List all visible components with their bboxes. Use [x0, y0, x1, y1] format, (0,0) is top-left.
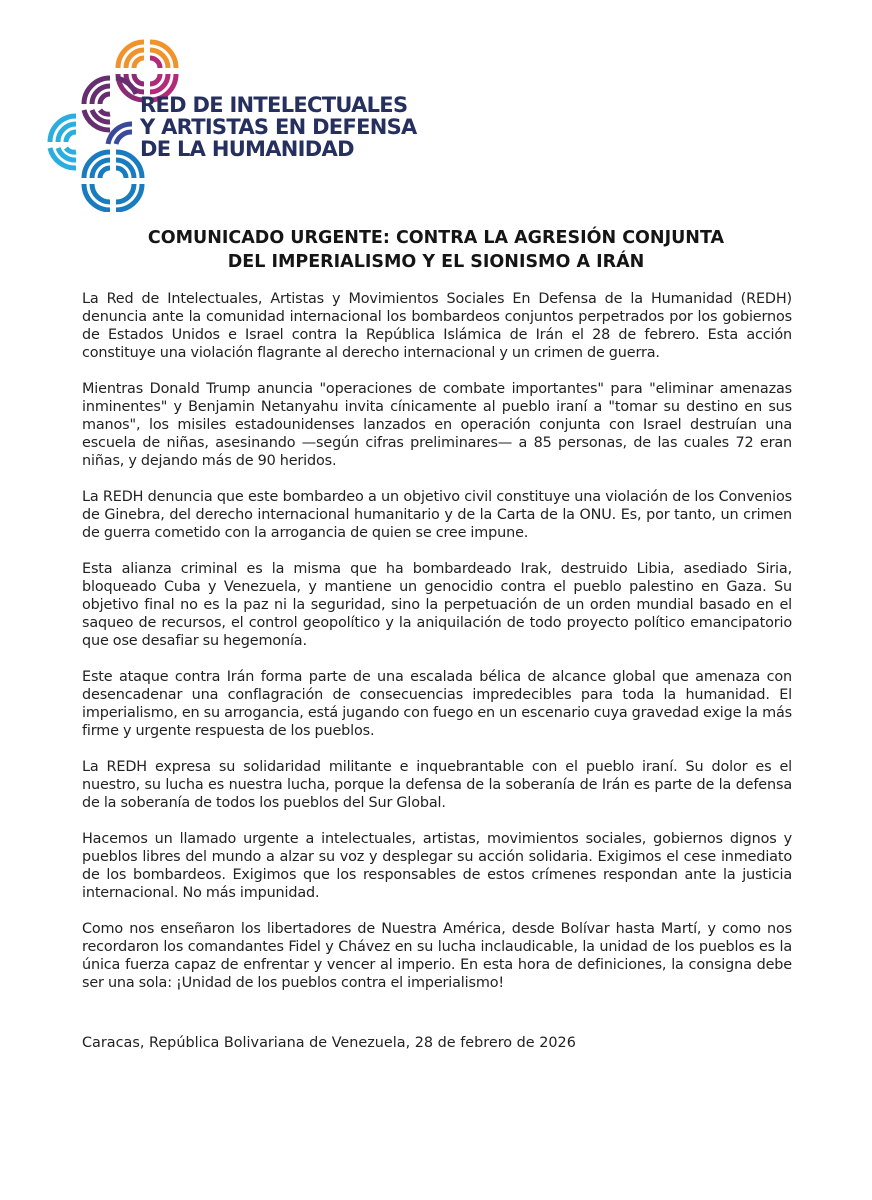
document-body [82, 290, 792, 1010]
title-line-2: DEL IMPERIALISMO Y EL SIONISMO A IRÁN [227, 252, 645, 272]
paragraph: La REDH expresa su solidaridad militante e inquebrantable con el pueblo iraní. Su dolor es el nuestro, su lucha es nuestra lucha, porque la defensa de la soberanía de Irán es parte de la defensa de la soberanía de todos los pueblos del Sur Global. [82, 759, 792, 811]
title-line-1: COMUNICADO URGENTE: CONTRA LA AGRESIÓN CONJUNTA [147, 228, 725, 248]
paragraph: Como nos enseñaron los libertadores de Nuestra América, desde Bolívar hasta Martí, y como nos recordaron los comandantes Fidel y Chávez en su lucha inclaudicable, la unidad de los pueblos es la única fuerza capaz de enfrentar y vencer al imperio. En esta hora de definiciones, la consigna debe ser una sola: ¡Unidad de los pueblos contra el imperialismo! [82, 921, 792, 991]
paragraph: La Red de Intelectuales, Artistas y Movimientos Sociales En Defensa de la Humanidad (REDH) denuncia ante la comunidad internacional los bombardeos conjuntos perpetrados por los gobiernos de Estados Unidos e Israel contra la República Islámica de Irán el 28 de febrero. Esta acción constituye una violación flagrante al derecho internacional y un crimen de guerra. [82, 291, 792, 361]
paragraph: Hacemos un llamado urgente a intelectuales, artistas, movimientos sociales, gobiernos dignos y pueblos libres del mundo a alzar su voz y desplegar su acción solidaria. Exigimos el cese inmediato de los bombardeos. Exigimos que los responsables de estos crímenes respondan ante la justicia internacional. No más impunidad. [82, 831, 792, 901]
logo-line-2: Y ARTISTAS EN DEFENSA [140, 115, 417, 139]
paragraph: Esta alianza criminal es la misma que ha bombardeado Irak, destruido Libia, asediado Siria, bloqueado Cuba y Venezuela, y mantiene un genocidio contra el pueblo palestino en Gaza. Su objetivo final no es la paz ni la seguridad, sino la perpetuación de un orden mundial basado en el saqueo de recursos, el control geopolítico y la aniquilación de todo proyecto político emancipatorio que ose desafiar su hegemonía. [82, 561, 792, 649]
logo-wordmark [140, 94, 417, 160]
paragraph: Este ataque contra Irán forma parte de una escalada bélica de alcance global que amenaza con desencadenar una conflagración de consecuencias impredecibles para toda la humanidad. El imperialismo, en su arrogancia, está jugando con fuego en un escenario cuya gravedad exige la más firme y urgente respuesta de los pueblos. [82, 669, 792, 739]
document-title [60, 226, 812, 274]
signature-place-date: Caracas, República Bolivariana de Venezuela, 28 de febrero de 2026 [82, 1035, 576, 1051]
logo-line-1: RED DE INTELECTUALES [140, 93, 408, 117]
redh-logo [44, 32, 417, 212]
logo-line-3: DE LA HUMANIDAD [140, 137, 354, 161]
paragraph: La REDH denuncia que este bombardeo a un objetivo civil constituye una violación de los Convenios de Ginebra, del derecho internacional humanitario y de la Carta de la ONU. Es, por tanto, un crimen de guerra cometido con la arrogancia de quien se cree impune. [82, 489, 792, 541]
paragraph: Mientras Donald Trump anuncia "operaciones de combate importantes" para "eliminar amenazas inminentes" y Benjamin Netanyahu invita cínicamente al pueblo iraní a "tomar su destino en sus manos", los misiles estadounidenses lanzados en operación conjunta con Israel destruían una escuela de niñas, asesinando —según cifras preliminares— a 85 personas, de las cuales 72 eran niñas, y dejando más de 90 heridos. [82, 381, 792, 469]
